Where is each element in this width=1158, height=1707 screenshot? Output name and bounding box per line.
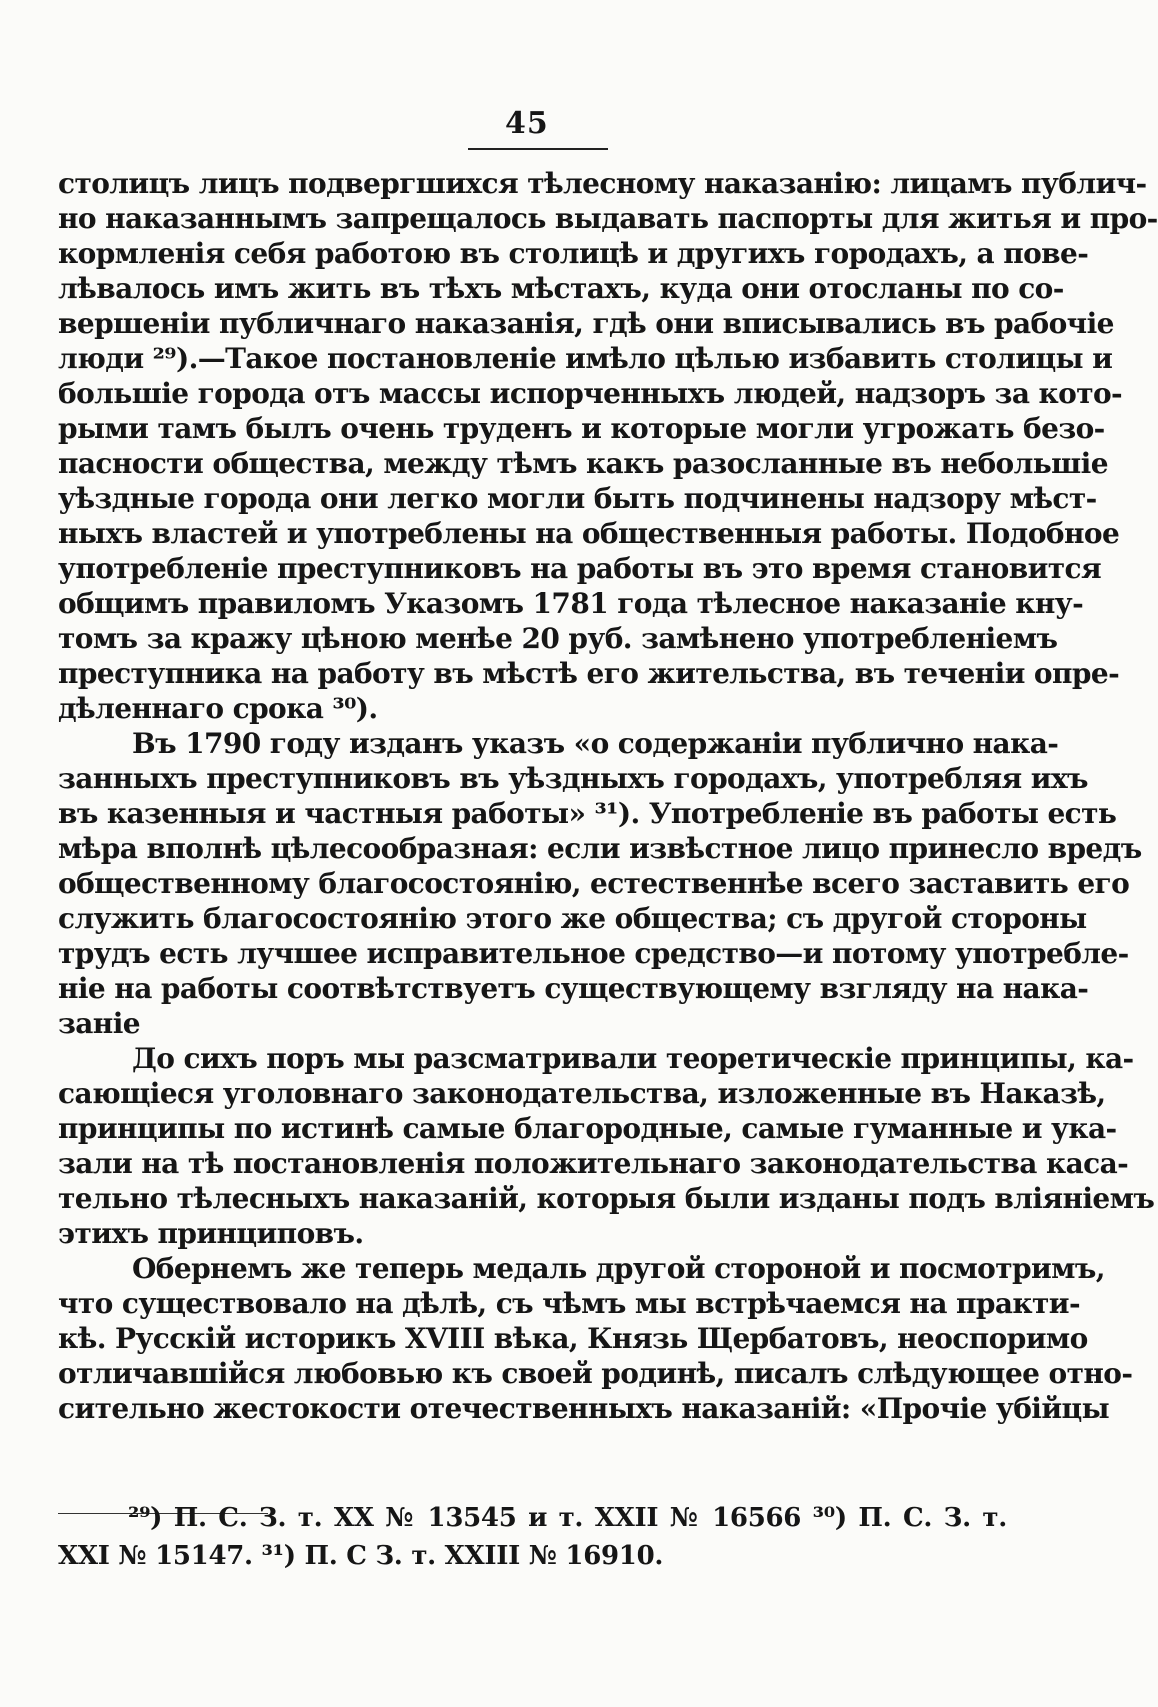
text-line: большіе города отъ массы испорченныхъ людей, надзоръ за кото- (58, 377, 1123, 410)
text-line: До сихъ поръ мы разсматривали теоретическіе принципы, ка- (132, 1042, 1134, 1075)
text-line: тельно тѣлесныхъ наказаній, которыя были изданы подъ вліяніемъ (58, 1182, 1155, 1215)
text-line: вершеніи публичнаго наказанія, гдѣ они вписывались въ рабочіе (58, 307, 1114, 340)
text-line: въ казенныя и частныя работы» ³¹). Употребленіе въ работы есть (58, 797, 1117, 830)
text-line: сающіеся уголовнаго законодательства, изложенные въ Наказѣ, (58, 1077, 1106, 1110)
text-line: лѣвалось имъ жить въ тѣхъ мѣстахъ, куда они отосланы по со- (58, 272, 1064, 305)
text-line: заніе (58, 1007, 140, 1040)
text-line: ніе на работы соотвѣтствуетъ существующему взгляду на нака- (58, 972, 1089, 1005)
text-line: уѣздные города они легко могли быть подчинены надзору мѣст- (58, 482, 1097, 515)
page-number-rule (468, 148, 608, 150)
text-line: служить благосостоянію этого же общества; съ другой стороны (58, 902, 1087, 935)
text-line: люди ²⁹).—Такое постановленіе имѣло цѣлью избавить столицы и (58, 342, 1113, 375)
text-line: столицъ лицъ подвергшихся тѣлесному наказанію: лицамъ публич- (58, 167, 1147, 200)
text-line: принципы по истинѣ самые благородные, самые гуманные и ука- (58, 1112, 1117, 1145)
text-line: употребленіе преступниковъ на работы въ это время становится (58, 552, 1102, 585)
text-line: кормленія себя работою въ столицѣ и другихъ городахъ, а пове- (58, 237, 1089, 270)
text-line: мѣра вполнѣ цѣлесообразная: если извѣстное лицо принесло вредъ (58, 832, 1142, 865)
text-line: но наказаннымъ запрещалось выдавать паспорты для житья и про- (58, 202, 1158, 235)
text-line: этихъ принциповъ. (58, 1217, 364, 1250)
text-line: общимъ правиломъ Указомъ 1781 года тѣлесное наказаніе кну- (58, 587, 1084, 620)
text-line: занныхъ преступниковъ въ уѣздныхъ городахъ, употребляя ихъ (58, 762, 1088, 795)
text-line: рыми тамъ былъ очень труденъ и которые могли угрожать безо- (58, 412, 1105, 445)
page-number: 45 (505, 106, 549, 141)
text-line: отличавшійся любовью къ своей родинѣ, писалъ слѣдующее отно- (58, 1357, 1133, 1390)
text-line: сительно жестокости отечественныхъ наказаній: «Прочіе убійцы (58, 1392, 1110, 1425)
text-line: томъ за кражу цѣною менѣе 20 руб. замѣнено употребленіемъ (58, 622, 1058, 655)
text-line: преступника на работу въ мѣстѣ его жительства, въ теченіи опре- (58, 657, 1120, 690)
text-line: Обернемъ же теперь медаль другой стороной и посмотримъ, (132, 1252, 1105, 1285)
text-line: зали на тѣ постановленія положительнаго законодательства каса- (58, 1147, 1129, 1180)
footnote-line: ²⁹) П. С. З. т. XX № 13545 и т. XXII № 16566 ³⁰) П. С. З. т. (128, 1503, 1007, 1533)
text-line: что существовало на дѣлѣ, съ чѣмъ мы встрѣчаемся на практи- (58, 1287, 1080, 1320)
text-line: дѣленнаго срока ³⁰). (58, 692, 378, 725)
text-line: ныхъ властей и употреблены на общественныя работы. Подобное (58, 517, 1120, 550)
text-line: Въ 1790 году изданъ указъ «о содержаніи публично нака- (132, 727, 1059, 760)
text-line: пасности общества, между тѣмъ какъ разосланные въ небольшіе (58, 447, 1108, 480)
footnote-line: XXI № 15147. ³¹) П. С З. т. XXIII № 16910. (58, 1541, 664, 1571)
text-line: трудъ есть лучшее исправительное средство—и потому употребле- (58, 937, 1129, 970)
text-line: общественному благосостоянію, естественнѣе всего заставить его (58, 867, 1130, 900)
text-line: кѣ. Русскій историкъ XVIII вѣка, Князь Щербатовъ, неоспоримо (58, 1322, 1088, 1355)
